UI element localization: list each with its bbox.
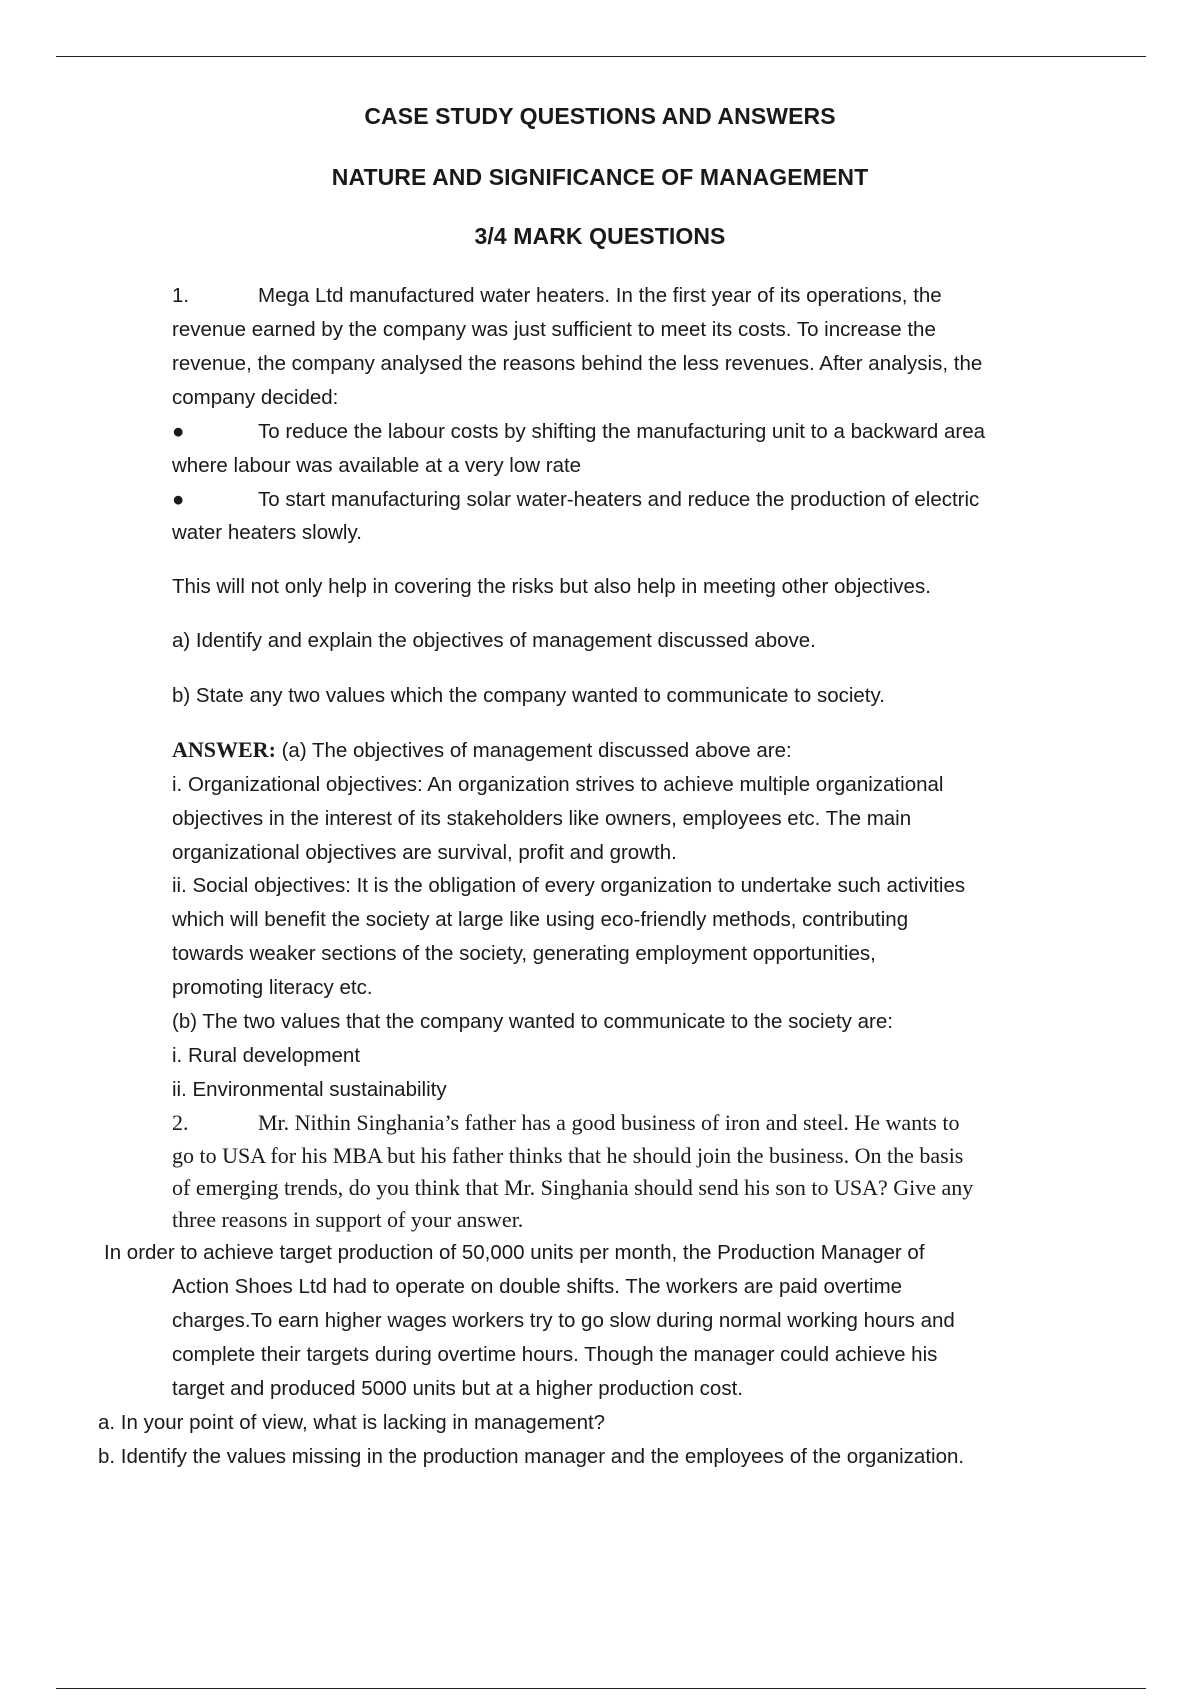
question-1-line-3: revenue, the company analysed the reasons behind the less revenues. After analysis, the — [172, 352, 983, 375]
bullet-icon: ● — [172, 420, 185, 443]
answer-line: promoting literacy etc. — [172, 976, 373, 999]
question-2-line-4: three reasons in support of your answer. — [172, 1207, 524, 1232]
question-3-line-3: charges.To earn higher wages workers try to go slow during normal working hours and — [172, 1309, 955, 1332]
question-3-line-1: In order to achieve target production of 50,000 units per month, the Production Manager of — [104, 1241, 925, 1264]
bullet-1: ● To reduce the labour costs by shifting the manufacturing unit to a backward area — [172, 420, 986, 443]
section-title: 3/4 MARK QUESTIONS — [474, 223, 726, 249]
answer-line: ii. Social objectives: It is the obligation of every organization to undertake such activities — [172, 874, 966, 897]
question-1-closing: This will not only help in covering the risks but also help in meeting other objectives. — [172, 575, 931, 598]
answer-line: towards weaker sections of the society, generating employment opportunities, — [172, 942, 876, 965]
answer-line: objectives in the interest of its stakeholders like owners, employees etc. The main — [172, 807, 912, 830]
top-rule — [56, 56, 1146, 57]
answer-line: (b) The two values that the company wanted to communicate to the society are: — [172, 1010, 893, 1033]
question-3-line-5: target and produced 5000 units but at a higher production cost. — [172, 1377, 743, 1400]
answer-label: ANSWER: — [172, 737, 276, 762]
bullet-icon: ● — [172, 488, 185, 511]
question-3-line-4: complete their targets during overtime hours. Though the manager could achieve his — [172, 1343, 938, 1366]
question-3-part-b: b. Identify the values missing in the production manager and the employees of the organization. — [98, 1445, 965, 1468]
question-1-part-a: a) Identify and explain the objectives of management discussed above. — [172, 629, 816, 652]
question-1-line-1: 1. Mega Ltd manufactured water heaters. In the first year of its operations, the — [172, 284, 942, 307]
answer-line: ii. Environmental sustainability — [172, 1078, 447, 1101]
question-2-line-2: go to USA for his MBA but his father thinks that he should join the business. On the basis — [172, 1143, 964, 1168]
bullet-1-cont: where labour was available at a very low rate — [172, 454, 582, 477]
question-2-line-3: of emerging trends, do you think that Mr. Singhania should send his son to USA? Give any — [172, 1175, 974, 1200]
bottom-rule — [56, 1688, 1146, 1689]
document-title: CASE STUDY QUESTIONS AND ANSWERS — [364, 103, 836, 129]
answer-line: organizational objectives are survival, profit and growth. — [172, 841, 677, 864]
question-2-number: 2. — [172, 1110, 189, 1135]
question-1-part-b: b) State any two values which the company wanted to communicate to society. — [172, 684, 885, 707]
bullet-2-cont: water heaters slowly. — [172, 521, 362, 544]
answer-line: which will benefit the society at large like using eco-friendly methods, contributing — [172, 908, 909, 931]
question-3-part-a: a. In your point of view, what is lacking in management? — [98, 1411, 606, 1434]
answer-intro: ANSWER: (a) The objectives of management discussed above are: — [172, 737, 792, 762]
answer-line: i. Rural development — [172, 1044, 361, 1067]
question-1-line-4: company decided: — [172, 386, 339, 409]
question-1-number: 1. — [172, 284, 190, 307]
question-3-line-2: Action Shoes Ltd had to operate on double shifts. The workers are paid overtime — [172, 1275, 903, 1298]
question-2-line-1: 2. Mr. Nithin Singhania’s father has a good business of iron and steel. He wants to — [172, 1110, 960, 1135]
chapter-title: NATURE AND SIGNIFICANCE OF MANAGEMENT — [331, 164, 869, 190]
question-1-line-2: revenue earned by the company was just sufficient to meet its costs. To increase the — [172, 318, 936, 341]
answer-line: i. Organizational objectives: An organization strives to achieve multiple organizational — [172, 773, 944, 796]
bullet-2: ● To start manufacturing solar water-heaters and reduce the production of electric — [172, 488, 980, 511]
